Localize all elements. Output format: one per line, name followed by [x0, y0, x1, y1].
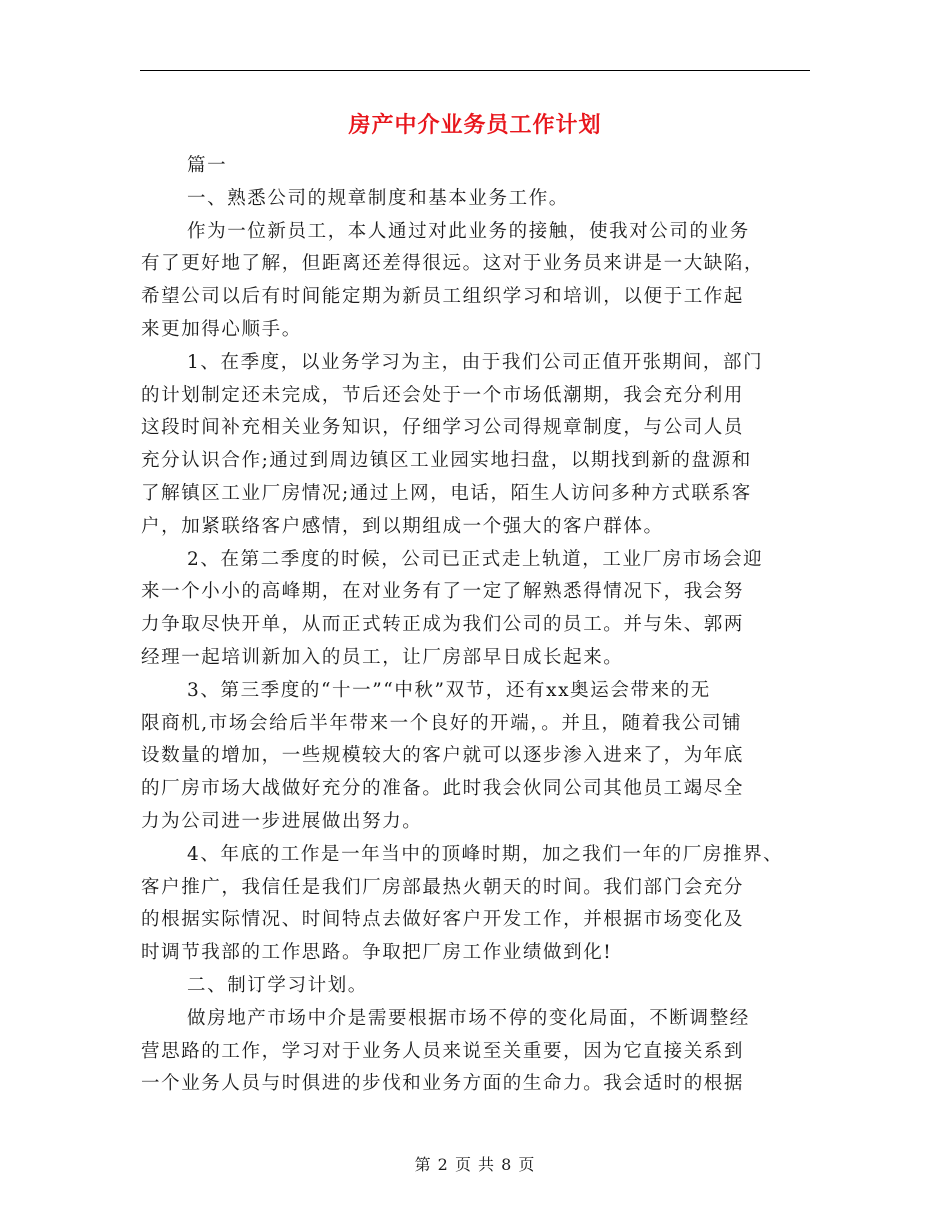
page-number: 第 2 页 共 8 页 [414, 1155, 536, 1174]
paragraph-section-label: 篇一 [187, 155, 228, 176]
header-rule [140, 70, 810, 71]
document-title: 房产中介业务员工作计划 [348, 112, 602, 138]
paragraph-q3: 3、第三季度的“十一”“中秋”双节，还有xx奥运会带来的无 限商机,市场会给后半年带来一个良好的开端，。并且，随着我公司铺 设数量的增加，一些规模较大的客户就可以逐步渗入进来了，为年底 的厂房市场大战做好充分的准备。此时我会伙同公司其他员工竭尽全 力为公司进一步进展做出努力。 [141, 679, 745, 832]
paragraph-q4: 4、年底的工作是一年当中的顶峰时期，加之我们一年的厂房推界、 客户推广，我信任是我们厂房部最热火朝天的时间。我们部门会充分 的根据实际情况、时间特点去做好客户开发工作，并根据市场变化及 时调节我部的工作思路。争取把厂房工作业绩做到化! [141, 843, 784, 964]
paragraph-q2: 2、在第二季度的时候，公司已正式走上轨道，工业厂房市场会迎 来一个小小的高峰期，在对业务有了一定了解熟悉得情况下，我会努 力争取尽快开单，从而正式转正成为我们公司的员工。并与朱、郭两 经理一起培训新加入的员工，让厂房部早日成长起来。 [141, 548, 764, 668]
paragraph-heading-2: 二、制订学习计划。 [187, 974, 368, 996]
document-body [141, 150, 806, 1101]
paragraph-q1: 1、在季度，以业务学习为主，由于我们公司正值开张期间，部门 的计划制定还未完成，节后还会处于一个市场低潮期，我会充分利用 这段时间补充相关业务知识，仔细学习公司得规章制度，与公司人员 充分认识合作;通过到周边镇区工业园实地扫盘，以期找到新的盘源和 了解镇区工业厂房情况;通过上网，电话，陌生人访问多种方式联系客 户，加紧联络客户感情，到以期组成一个强大的客户群体。 [141, 351, 764, 537]
paragraph-intro: 作为一位新员工，本人通过对此业务的接触，使我对公司的业务 有了更好地了解，但距离还差得很远。这对于业务员来讲是一大缺陷， 希望公司以后有时间能定期为新员工组织学习和培训，以便于工作起 来更加得心顺手。 [141, 220, 765, 340]
paragraph-heading-1: 一、熟悉公司的规章制度和基本业务工作。 [187, 187, 569, 209]
paragraph-study-plan: 做房地产市场中介是需要根据市场不停的变化局面，不断调整经 营思路的工作，学习对于业务人员来说至关重要，因为它直接关系到 一个业务人员与时俱进的步伐和业务方面的生命力。我会适时的根据 [141, 1007, 750, 1095]
